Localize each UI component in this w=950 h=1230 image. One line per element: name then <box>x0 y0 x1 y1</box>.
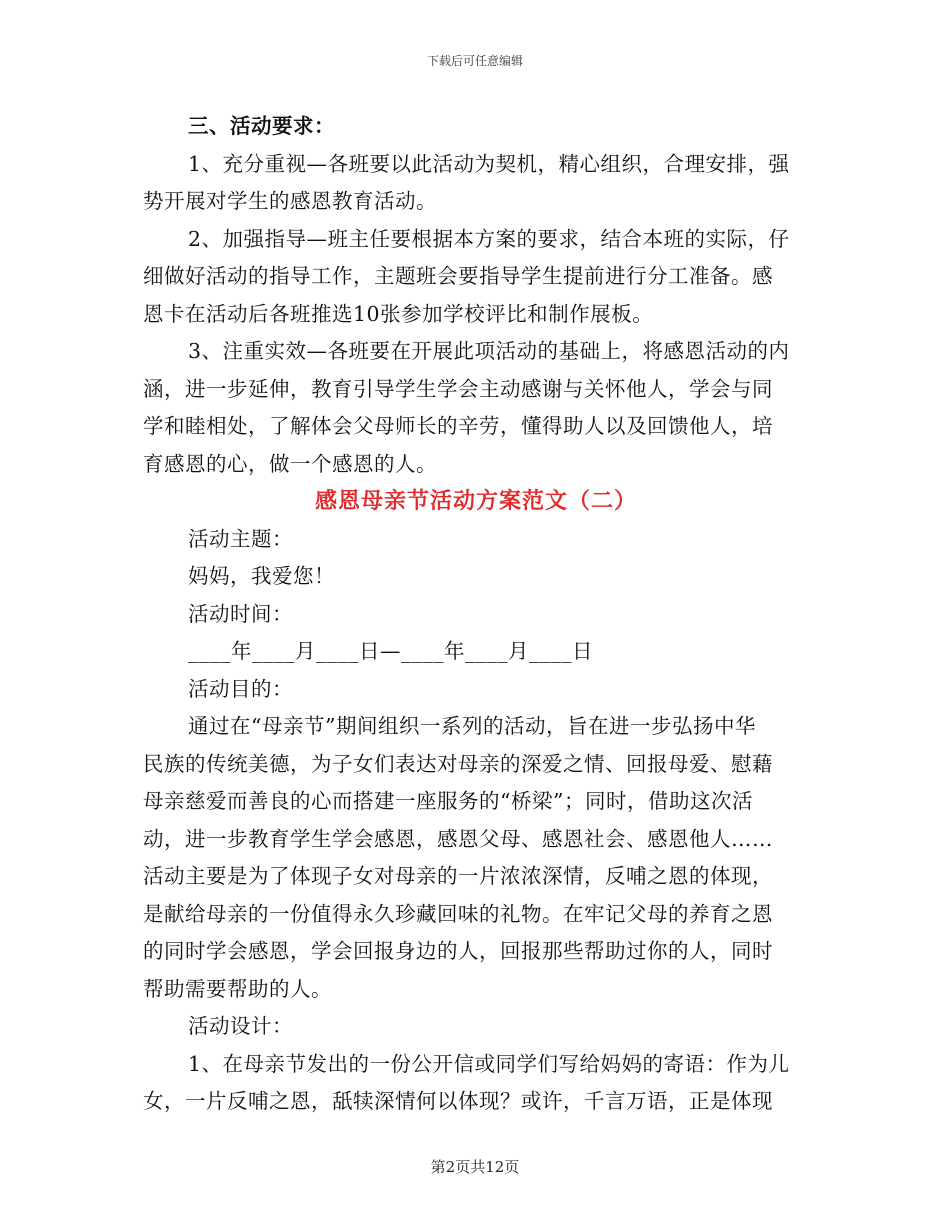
paragraph-line: 细做好活动的指导工作，主题班会要指导学生提前进行分工准备。感 <box>143 264 773 288</box>
paragraph-line: 3、注重实效—各班要在开展此项活动的基础上，将感恩活动的内 <box>188 339 790 363</box>
paragraph-line: 2、加强指导—班主任要根据本方案的要求，结合本班的实际，仔 <box>188 226 790 251</box>
paragraph-line: 帮助需要帮助的人。 <box>143 976 332 1001</box>
section-heading: 三、活动要求： <box>188 114 335 138</box>
paragraph-line: 动，进一步教育学生学会感恩，感恩父母、感恩社会、感恩他人…… <box>143 826 773 851</box>
paragraph-line: 涵，进一步延伸，教育引导学生学会主动感谢与关怀他人，学会与同 <box>143 376 773 401</box>
theme-label: 活动主题： <box>188 526 293 551</box>
section-title: 感恩母亲节活动方案范文（二） <box>314 488 637 514</box>
paragraph-line: 民族的传统美德，为子女们表达对母亲的深爱之情、回报母爱、慰藉 <box>143 751 773 776</box>
paragraph-line: 学和睦相处，了解体会父母师长的辛劳，懂得助人以及回馈他人，培 <box>143 414 773 438</box>
paragraph-line: 女，一片反哺之恩，舐犊深情何以体现？或许，千言万语，正是体现 <box>143 1089 773 1113</box>
paragraph-line: 母亲慈爱而善良的心而搭建一座服务的“桥梁”；同时，借助这次活 <box>143 789 753 813</box>
paragraph-line: 通过在“母亲节”期间组织一系列的活动，旨在进一步弘扬中华 <box>188 714 756 738</box>
theme-value: 妈妈，我爱您！ <box>188 564 335 588</box>
paragraph-line: 1、在母亲节发出的一份公开信或同学们写给妈妈的寄语：作为儿 <box>188 1051 790 1076</box>
paragraph-line: 恩卡在活动后各班推选10张参加学校评比和制作展板。 <box>143 301 654 326</box>
paragraph-line: 活动主要是为了体现子女对母亲的一片浓浓深情，反哺之恩的体现， <box>143 864 773 888</box>
time-value: ____年____月____日—____年____月____日 <box>188 639 593 663</box>
purpose-label: 活动目的： <box>188 676 293 701</box>
design-label: 活动设计： <box>188 1014 293 1038</box>
paragraph-line: 育感恩的心，做一个感恩的人。 <box>143 451 437 476</box>
paragraph-line: 是献给母亲的一份值得永久珍藏回味的礼物。在牢记父母的养育之恩 <box>143 901 773 926</box>
page-footer: 第2页共12页 <box>430 1158 520 1176</box>
time-label: 活动时间： <box>188 601 293 626</box>
paragraph-line: 势开展对学生的感恩教育活动。 <box>143 189 437 213</box>
paragraph-line: 的同时学会感恩，学会回报身边的人，回报那些帮助过你的人，同时 <box>143 939 773 963</box>
paragraph-line: 1、充分重视—各班要以此活动为契机，精心组织，合理安排，强 <box>188 151 790 176</box>
page-header-note: 下载后可任意编辑 <box>426 54 523 68</box>
document-body <box>143 108 809 1121</box>
